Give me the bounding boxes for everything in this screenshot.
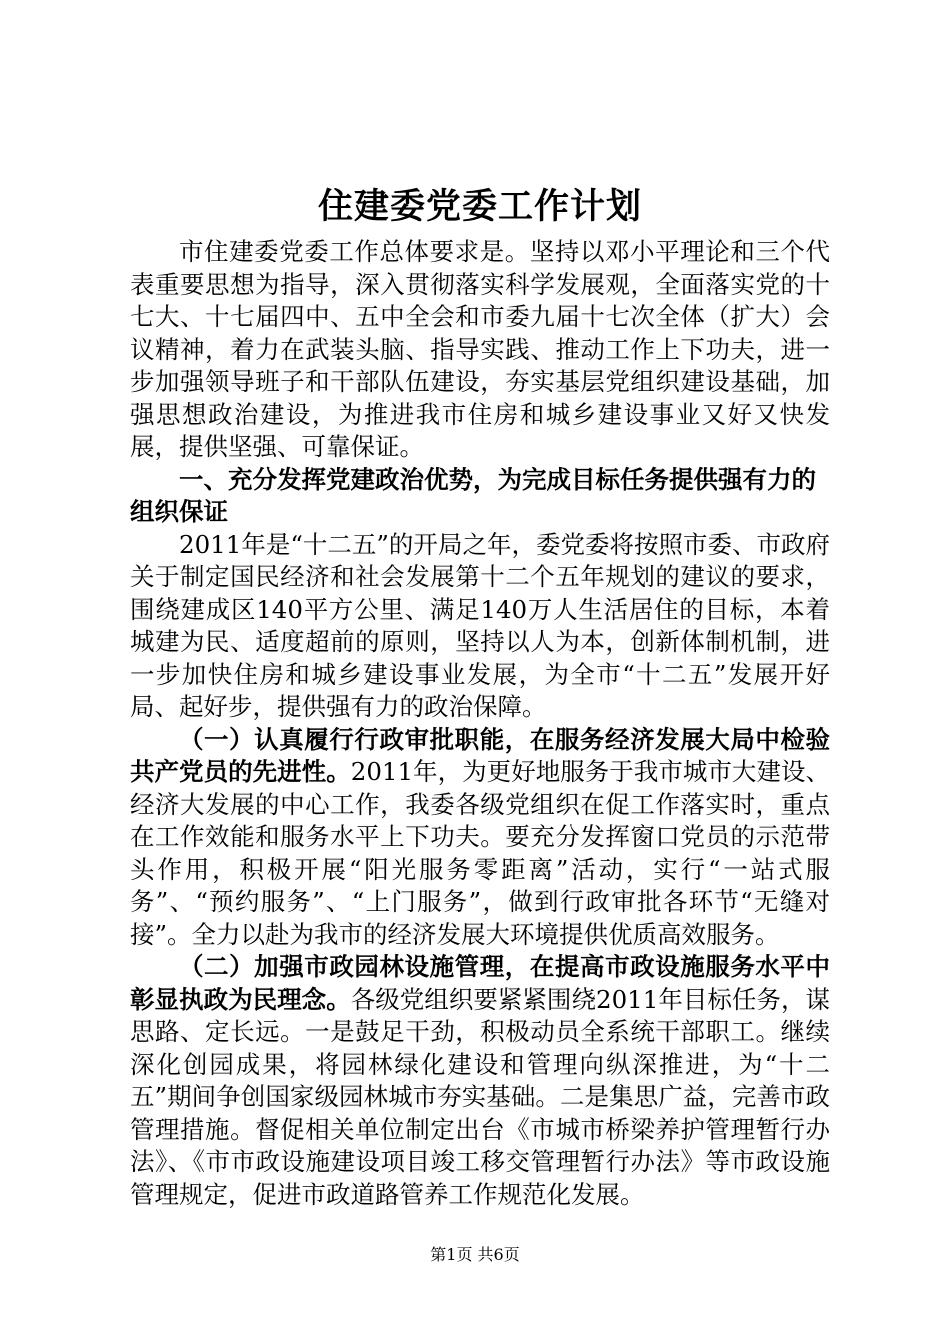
section-1-heading: 一、充分发挥党建政治优势，为完成目标任务提供强有力的组织保证 [130, 464, 816, 526]
intro-paragraph: 市住建委党委工作总体要求是。坚持以邓小平理论和三个代表重要思想为指导，深入贯彻落实科学发展观，全面落实党的十七大、十七届四中、五中全会和市委九届十七次全体（扩大）会议精神，着力在武装头脑、指导实践、推动工作上下功夫，进一步加强领导班子和干部队伍建设，夯实基层党组织建设基础，加强思想政治建设，为推进我市住房和城乡建设事业又好又快发展，提供坚强、可靠保证。 [130, 237, 830, 461]
item-2-body: 各级党组织要紧紧围绕2011年目标任务，谋思路、定长远。一是鼓足干劲，积极动员全系统干部职工。继续深化创园成果，将园林绿化建设和管理向纵深推进，为“十二五”期间争创国家级园林城市夯实基础。二是集思广益，完善市政管理措施。督促相关单位制定出台《市城市桥梁养护管理暂行办法》、《市市政设施建设项目竣工移交管理暂行办法》等市政设施管理规定，促进市政道路管养工作规范化发展。 [130, 984, 831, 1209]
page-number-footer: 第1页 共6页 [430, 1245, 520, 1264]
item-2-lead: （二）加强市政园林设施管理，在提高市政设施服务水平中彰显执政为民理念。 [130, 952, 830, 1014]
item-1-lead: （一）认真履行行政审批职能，在服务经济发展大局中检验共产党员的先进性。 [130, 724, 830, 786]
section-1-paragraph: 2011年是“十二五”的开局之年，委党委将按照市委、市政府关于制定国民经济和社会发展第十二个五年规划的建议的要求，围绕建成区140平方公里、满足140万人生活居住的目标，本着城建为民、适度超前的原则，坚持以人为本，创新体制机制，进一步加快住房和城乡建设事业发展，为全市“十二五”发展开好局、起好步，提供强有力的政治保障。 [130, 529, 830, 721]
item-2-paragraph [130, 951, 830, 1211]
document-page [130, 182, 830, 1211]
item-1-body: 2011年，为更好地服务于我市城市大建设、经济大发展的中心工作，我委各级党组织在促工作落实时，重点在工作效能和服务水平上下功夫。要充分发挥窗口党员的示范带头作用，积极开展“阳光服务零距离”活动，实行“一站式服务”、“预约服务”、“上门服务”，做到行政审批各环节“无缝对接”。全力以赴为我市的经济发展大环境提供优质高效服务。 [130, 757, 831, 949]
document-title: 住建委党委工作计划 [317, 186, 642, 227]
item-1-paragraph [130, 724, 830, 952]
